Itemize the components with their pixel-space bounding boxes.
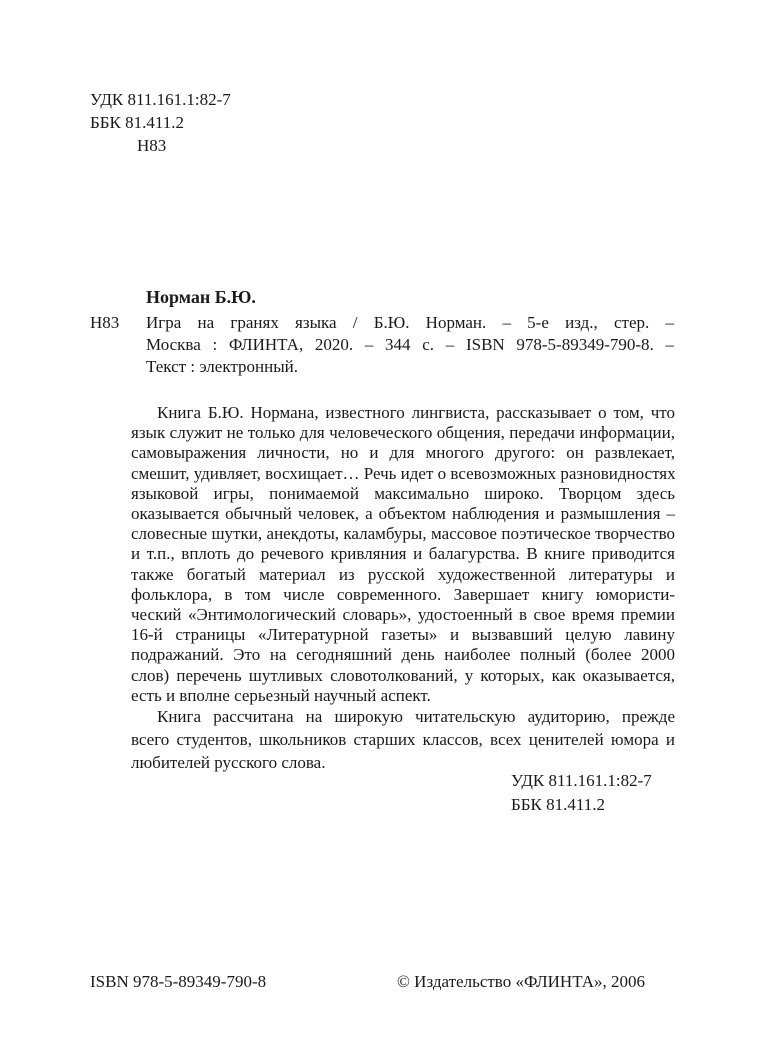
annotation-line: слов) перечень шутливых словотолкований, у которых, как оказывается, [131, 665, 675, 685]
annotation-line: ческий «Энтимологический словарь», удостоенный в свое время премии [131, 605, 675, 624]
bibliographic-line-2: Москва : ФЛИНТА, 2020. – 344 с. – ISBN 978-5-89349-790-8. – [146, 335, 674, 354]
bibliographic-line-1: Игра на гранях языка / Б.Ю. Норман. – 5-е изд., стер. – [146, 313, 674, 332]
annotation-line: и т.п., вплоть до речевого кривляния и балагурства. В книге приводится [131, 544, 675, 564]
annotation-line: смешит, удивляет, восхищает… Речь идет о всевозможных разновидностях [131, 463, 676, 483]
annotation-line: всего студентов, школьников старших классов, всех ценителей юмора и [131, 730, 675, 749]
annotation-line: языковой игры, понимаемой максимально широко. Творцом здесь [131, 483, 675, 503]
udk-code-bottom: УДК 811.161.1:82-7 [511, 771, 652, 790]
bibliographic-line-3: Текст : электронный. [146, 357, 298, 376]
author-name: Норман Б.Ю. [146, 287, 256, 307]
annotation-line: любителей русского слова. [131, 753, 326, 772]
annotation-line: также богатый материал из русской художественной литературы и [131, 564, 675, 584]
bbk-code-bottom: ББК 81.411.2 [511, 795, 605, 814]
annotation-line: 16-й страницы «Литературной газеты» и вызвавший целую лавину [131, 625, 675, 645]
annotation-line: подражаний. Это на сегодняшний день наиболее полный (более 2000 [131, 645, 675, 665]
annotation-line: есть и вполне серьезный научный аспект. [131, 685, 431, 705]
annotation-line: Книга Б.Ю. Нормана, известного лингвиста, рассказывает о том, что [157, 403, 675, 422]
author-mark-side: Н83 [90, 313, 120, 332]
copyright-notice: © Издательство «ФЛИНТА», 2006 [397, 972, 646, 991]
annotation-line: самовыражения личности, но и для многого другого: он развлекает, [131, 443, 675, 463]
annotation-line: оказывается обычный человек, а объектом наблюдения и размышления – [131, 504, 675, 523]
annotation-line: фольклора, в том числе современного. Завершает книгу юмористи- [131, 584, 675, 604]
bbk-code-top: ББК 81.411.2 [90, 113, 184, 132]
udk-code-top: УДК 811.161.1:82-7 [90, 90, 231, 109]
annotation-line: язык служит не только для человеческого общения, передачи информации, [131, 423, 675, 443]
isbn-footer: ISBN 978-5-89349-790-8 [90, 972, 267, 991]
annotation-line: Книга рассчитана на широкую читательскую аудиторию, прежде [157, 707, 675, 726]
annotation-line: словесные шутки, анекдоты, каламбуры, массовое поэтическое творчество [131, 524, 675, 544]
author-mark-top: Н83 [137, 136, 167, 155]
